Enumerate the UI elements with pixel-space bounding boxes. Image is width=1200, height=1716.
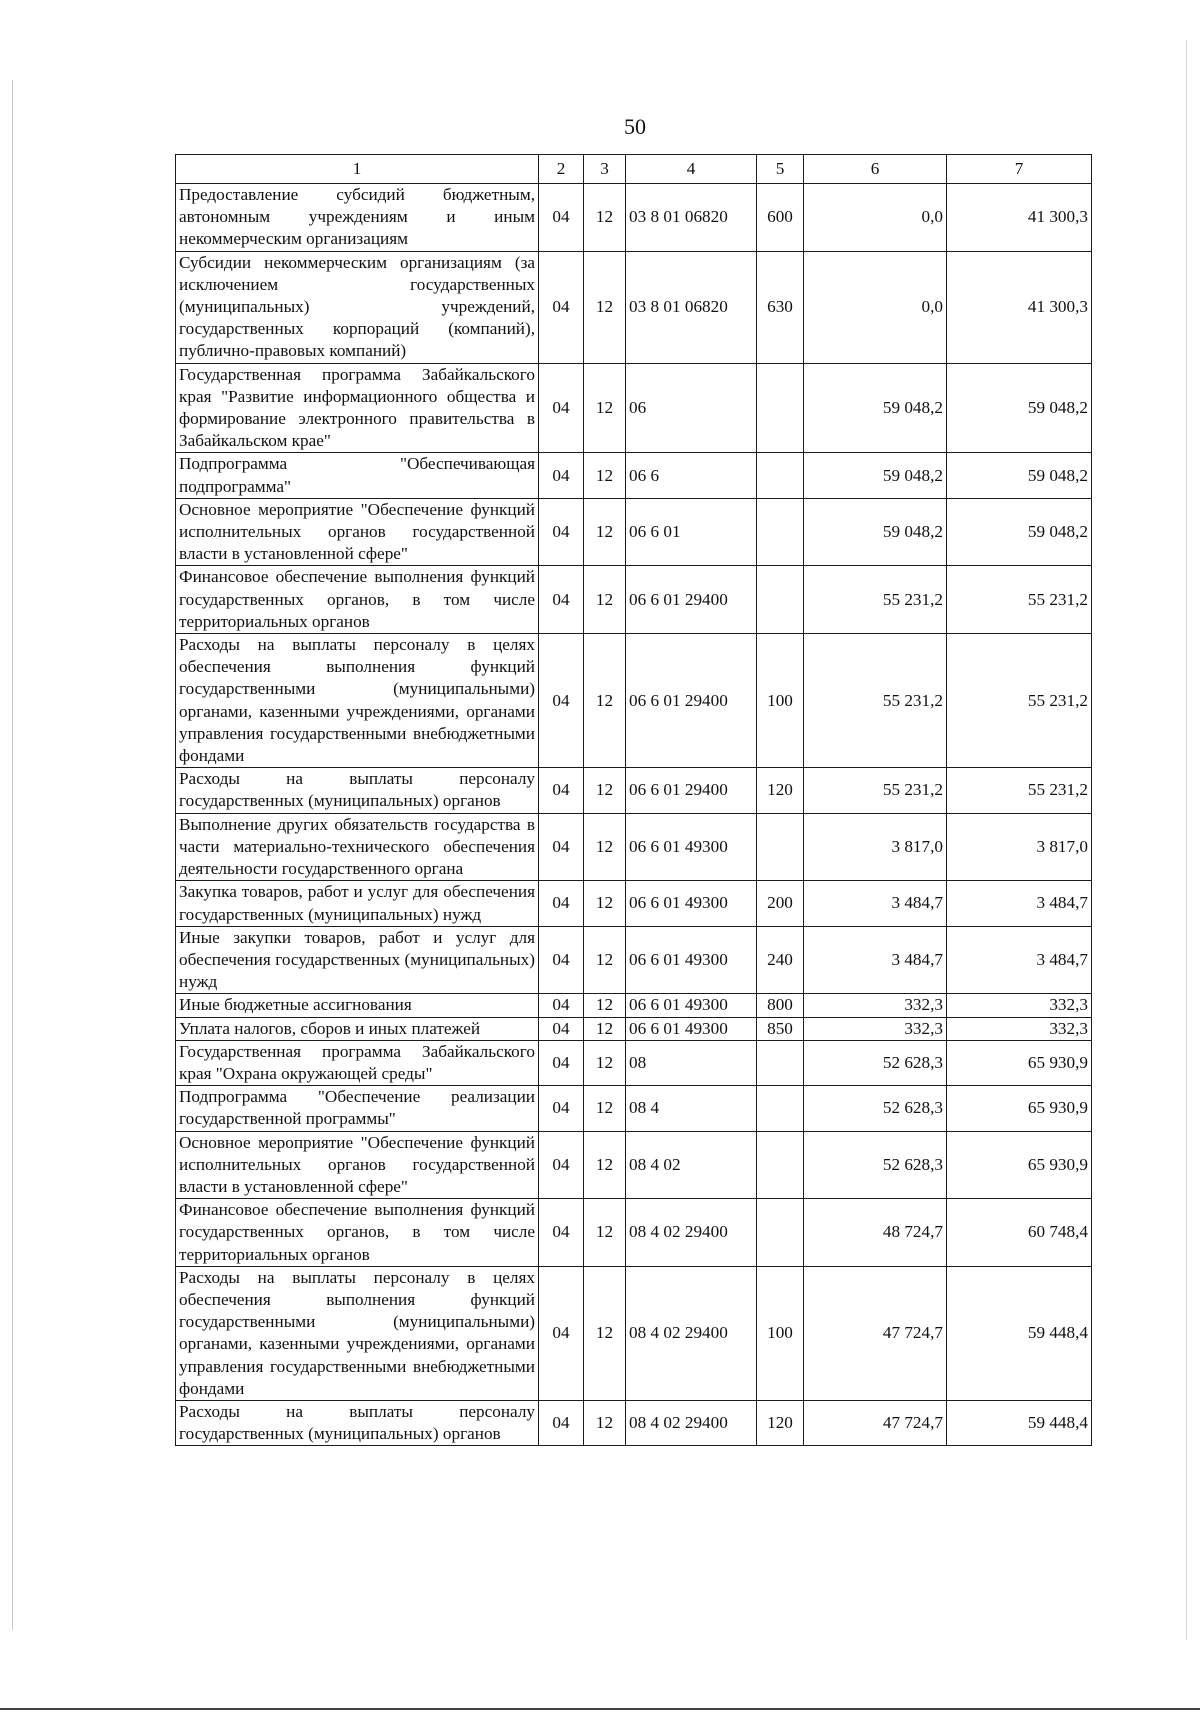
- row-target-article: 08: [626, 1040, 757, 1085]
- row-section-code: 04: [539, 498, 584, 566]
- row-amount-col6: 52 628,3: [804, 1086, 947, 1131]
- table-row: [176, 251, 1092, 363]
- row-amount-col7: 59 048,2: [947, 363, 1092, 453]
- row-subsection-code: 12: [584, 634, 626, 768]
- table-row: [176, 453, 1092, 498]
- row-name: Основное мероприятие "Обеспечение функций исполнительных органов государственной власти в установленной сфере": [176, 498, 539, 566]
- header-cell-2: 2: [539, 155, 584, 184]
- row-subsection-code: 12: [584, 1400, 626, 1445]
- row-amount-col6: 47 724,7: [804, 1266, 947, 1400]
- row-expense-type: 100: [757, 1266, 804, 1400]
- row-amount-col7: 332,3: [947, 994, 1092, 1017]
- header-cell-3: 3: [584, 155, 626, 184]
- table-row: [176, 566, 1092, 634]
- row-amount-col7: 65 930,9: [947, 1131, 1092, 1199]
- row-name: Финансовое обеспечение выполнения функций государственных органов, в том числе территориальных органов: [176, 1199, 539, 1267]
- row-amount-col6: 59 048,2: [804, 453, 947, 498]
- header-cell-1: 1: [176, 155, 539, 184]
- row-amount-col7: 65 930,9: [947, 1040, 1092, 1085]
- row-expense-type: [757, 498, 804, 566]
- row-section-code: 04: [539, 1400, 584, 1445]
- row-amount-col6: 0,0: [804, 184, 947, 252]
- table-row: [176, 926, 1092, 994]
- row-amount-col6: 52 628,3: [804, 1040, 947, 1085]
- row-expense-type: 200: [757, 881, 804, 926]
- scan-edge-left: [12, 80, 13, 1630]
- row-target-article: 06 6 01 49300: [626, 926, 757, 994]
- row-subsection-code: 12: [584, 453, 626, 498]
- table-row: [176, 184, 1092, 252]
- row-expense-type: [757, 453, 804, 498]
- row-section-code: 04: [539, 994, 584, 1017]
- row-target-article: 08 4 02 29400: [626, 1400, 757, 1445]
- row-amount-col6: 52 628,3: [804, 1131, 947, 1199]
- row-target-article: 06 6 01 49300: [626, 813, 757, 881]
- row-target-article: 08 4 02 29400: [626, 1199, 757, 1267]
- table-row: [176, 498, 1092, 566]
- row-amount-col7: 59 448,4: [947, 1400, 1092, 1445]
- row-name: Основное мероприятие "Обеспечение функций исполнительных органов государственной власти в установленной сфере": [176, 1131, 539, 1199]
- row-target-article: 03 8 01 06820: [626, 184, 757, 252]
- row-target-article: 06 6 01 49300: [626, 881, 757, 926]
- row-amount-col6: 0,0: [804, 251, 947, 363]
- row-target-article: 06 6 01 29400: [626, 566, 757, 634]
- row-section-code: 04: [539, 926, 584, 994]
- row-amount-col6: 3 817,0: [804, 813, 947, 881]
- row-amount-col7: 3 817,0: [947, 813, 1092, 881]
- header-cell-4: 4: [626, 155, 757, 184]
- table-row: [176, 813, 1092, 881]
- row-section-code: 04: [539, 1199, 584, 1267]
- row-section-code: 04: [539, 1086, 584, 1131]
- row-target-article: 06 6: [626, 453, 757, 498]
- row-amount-col7: 60 748,4: [947, 1199, 1092, 1267]
- row-section-code: 04: [539, 1040, 584, 1085]
- row-amount-col7: 41 300,3: [947, 251, 1092, 363]
- row-expense-type: [757, 813, 804, 881]
- row-section-code: 04: [539, 453, 584, 498]
- row-amount-col7: 59 048,2: [947, 453, 1092, 498]
- row-target-article: 06: [626, 363, 757, 453]
- row-name: Субсидии некоммерческим организациям (за исключением государственных (муниципальных) учреждений, государственных корпораций (компаний), публично-правовых компаний): [176, 251, 539, 363]
- row-subsection-code: 12: [584, 363, 626, 453]
- row-subsection-code: 12: [584, 1131, 626, 1199]
- table-row: [176, 768, 1092, 813]
- row-expense-type: [757, 566, 804, 634]
- row-amount-col7: 3 484,7: [947, 926, 1092, 994]
- row-name: Расходы на выплаты персоналу государственных (муниципальных) органов: [176, 1400, 539, 1445]
- row-section-code: 04: [539, 1266, 584, 1400]
- row-amount-col7: 41 300,3: [947, 184, 1092, 252]
- row-subsection-code: 12: [584, 1017, 626, 1040]
- row-expense-type: 800: [757, 994, 804, 1017]
- row-expense-type: 120: [757, 1400, 804, 1445]
- table-row: [176, 881, 1092, 926]
- row-target-article: 08 4 02: [626, 1131, 757, 1199]
- row-section-code: 04: [539, 363, 584, 453]
- row-subsection-code: 12: [584, 994, 626, 1017]
- row-target-article: 06 6 01 49300: [626, 1017, 757, 1040]
- header-cell-7: 7: [947, 155, 1092, 184]
- scan-edge-right: [1186, 40, 1187, 1640]
- row-name: Расходы на выплаты персоналу в целях обеспечения выполнения функций государственными (муниципальными) органами, казенными учреждениями, органами управления государственными внебюджетными фондами: [176, 634, 539, 768]
- row-name: Уплата налогов, сборов и иных платежей: [176, 1017, 539, 1040]
- header-row: [176, 155, 1092, 184]
- table-row: [176, 1400, 1092, 1445]
- row-name: Подпрограмма "Обеспечивающая подпрограмма": [176, 453, 539, 498]
- row-amount-col6: 55 231,2: [804, 634, 947, 768]
- row-subsection-code: 12: [584, 498, 626, 566]
- row-expense-type: 600: [757, 184, 804, 252]
- row-expense-type: 850: [757, 1017, 804, 1040]
- row-expense-type: 630: [757, 251, 804, 363]
- scan-edge-bottom: [0, 1708, 1200, 1710]
- row-section-code: 04: [539, 813, 584, 881]
- row-section-code: 04: [539, 634, 584, 768]
- row-amount-col6: 332,3: [804, 1017, 947, 1040]
- row-name: Финансовое обеспечение выполнения функций государственных органов, в том числе территориальных органов: [176, 566, 539, 634]
- row-target-article: 03 8 01 06820: [626, 251, 757, 363]
- table-row: [176, 1266, 1092, 1400]
- table-row: [176, 1086, 1092, 1131]
- row-amount-col7: 65 930,9: [947, 1086, 1092, 1131]
- row-subsection-code: 12: [584, 881, 626, 926]
- row-name: Расходы на выплаты персоналу в целях обеспечения выполнения функций государственными (муниципальными) органами, казенными учреждениями, органами управления государственными внебюджетными фондами: [176, 1266, 539, 1400]
- table-row: [176, 1131, 1092, 1199]
- row-name: Государственная программа Забайкальского края "Развитие информационного общества и формирование электронного правительства в Забайкальском крае": [176, 363, 539, 453]
- table-row: [176, 994, 1092, 1017]
- row-target-article: 06 6 01 49300: [626, 994, 757, 1017]
- row-name: Подпрограмма "Обеспечение реализации государственной программы": [176, 1086, 539, 1131]
- row-name: Иные закупки товаров, работ и услуг для обеспечения государственных (муниципальных) нужд: [176, 926, 539, 994]
- row-expense-type: [757, 1086, 804, 1131]
- row-name: Закупка товаров, работ и услуг для обеспечения государственных (муниципальных) нужд: [176, 881, 539, 926]
- row-amount-col6: 55 231,2: [804, 768, 947, 813]
- row-amount-col7: 3 484,7: [947, 881, 1092, 926]
- row-subsection-code: 12: [584, 184, 626, 252]
- header-cell-5: 5: [757, 155, 804, 184]
- row-amount-col7: 55 231,2: [947, 566, 1092, 634]
- header-cell-6: 6: [804, 155, 947, 184]
- row-subsection-code: 12: [584, 768, 626, 813]
- row-amount-col7: 59 048,2: [947, 498, 1092, 566]
- row-amount-col6: 3 484,7: [804, 926, 947, 994]
- row-amount-col6: 3 484,7: [804, 881, 947, 926]
- row-section-code: 04: [539, 768, 584, 813]
- row-subsection-code: 12: [584, 251, 626, 363]
- row-subsection-code: 12: [584, 566, 626, 634]
- budget-table: [175, 154, 1092, 1446]
- row-amount-col7: 332,3: [947, 1017, 1092, 1040]
- row-expense-type: 120: [757, 768, 804, 813]
- row-name: Иные бюджетные ассигнования: [176, 994, 539, 1017]
- row-section-code: 04: [539, 1017, 584, 1040]
- row-amount-col6: 59 048,2: [804, 363, 947, 453]
- row-target-article: 08 4: [626, 1086, 757, 1131]
- row-target-article: 06 6 01 29400: [626, 634, 757, 768]
- row-expense-type: [757, 363, 804, 453]
- table-row: [176, 1017, 1092, 1040]
- row-subsection-code: 12: [584, 1199, 626, 1267]
- row-amount-col7: 55 231,2: [947, 768, 1092, 813]
- row-name: Расходы на выплаты персоналу государственных (муниципальных) органов: [176, 768, 539, 813]
- row-expense-type: [757, 1131, 804, 1199]
- page-number: 50: [624, 114, 646, 139]
- row-amount-col6: 47 724,7: [804, 1400, 947, 1445]
- row-section-code: 04: [539, 251, 584, 363]
- row-expense-type: 240: [757, 926, 804, 994]
- row-expense-type: [757, 1199, 804, 1267]
- row-subsection-code: 12: [584, 926, 626, 994]
- row-target-article: 06 6 01 29400: [626, 768, 757, 813]
- row-amount-col7: 59 448,4: [947, 1266, 1092, 1400]
- row-name: Предоставление субсидий бюджетным, автономным учреждениям и иным некоммерческим организациям: [176, 184, 539, 252]
- row-section-code: 04: [539, 881, 584, 926]
- table-row: [176, 363, 1092, 453]
- row-amount-col6: 48 724,7: [804, 1199, 947, 1267]
- row-section-code: 04: [539, 1131, 584, 1199]
- row-subsection-code: 12: [584, 813, 626, 881]
- row-section-code: 04: [539, 566, 584, 634]
- row-subsection-code: 12: [584, 1040, 626, 1085]
- row-amount-col6: 332,3: [804, 994, 947, 1017]
- row-target-article: 06 6 01: [626, 498, 757, 566]
- table-row: [176, 634, 1092, 768]
- row-amount-col6: 59 048,2: [804, 498, 947, 566]
- row-amount-col6: 55 231,2: [804, 566, 947, 634]
- row-subsection-code: 12: [584, 1266, 626, 1400]
- row-expense-type: [757, 1040, 804, 1085]
- table-row: [176, 1199, 1092, 1267]
- row-name: Государственная программа Забайкальского края "Охрана окружающей среды": [176, 1040, 539, 1085]
- row-amount-col7: 55 231,2: [947, 634, 1092, 768]
- row-section-code: 04: [539, 184, 584, 252]
- table-row: [176, 1040, 1092, 1085]
- row-target-article: 08 4 02 29400: [626, 1266, 757, 1400]
- row-subsection-code: 12: [584, 1086, 626, 1131]
- row-name: Выполнение других обязательств государства в части материально-технического обеспечения деятельности государственного органа: [176, 813, 539, 881]
- row-expense-type: 100: [757, 634, 804, 768]
